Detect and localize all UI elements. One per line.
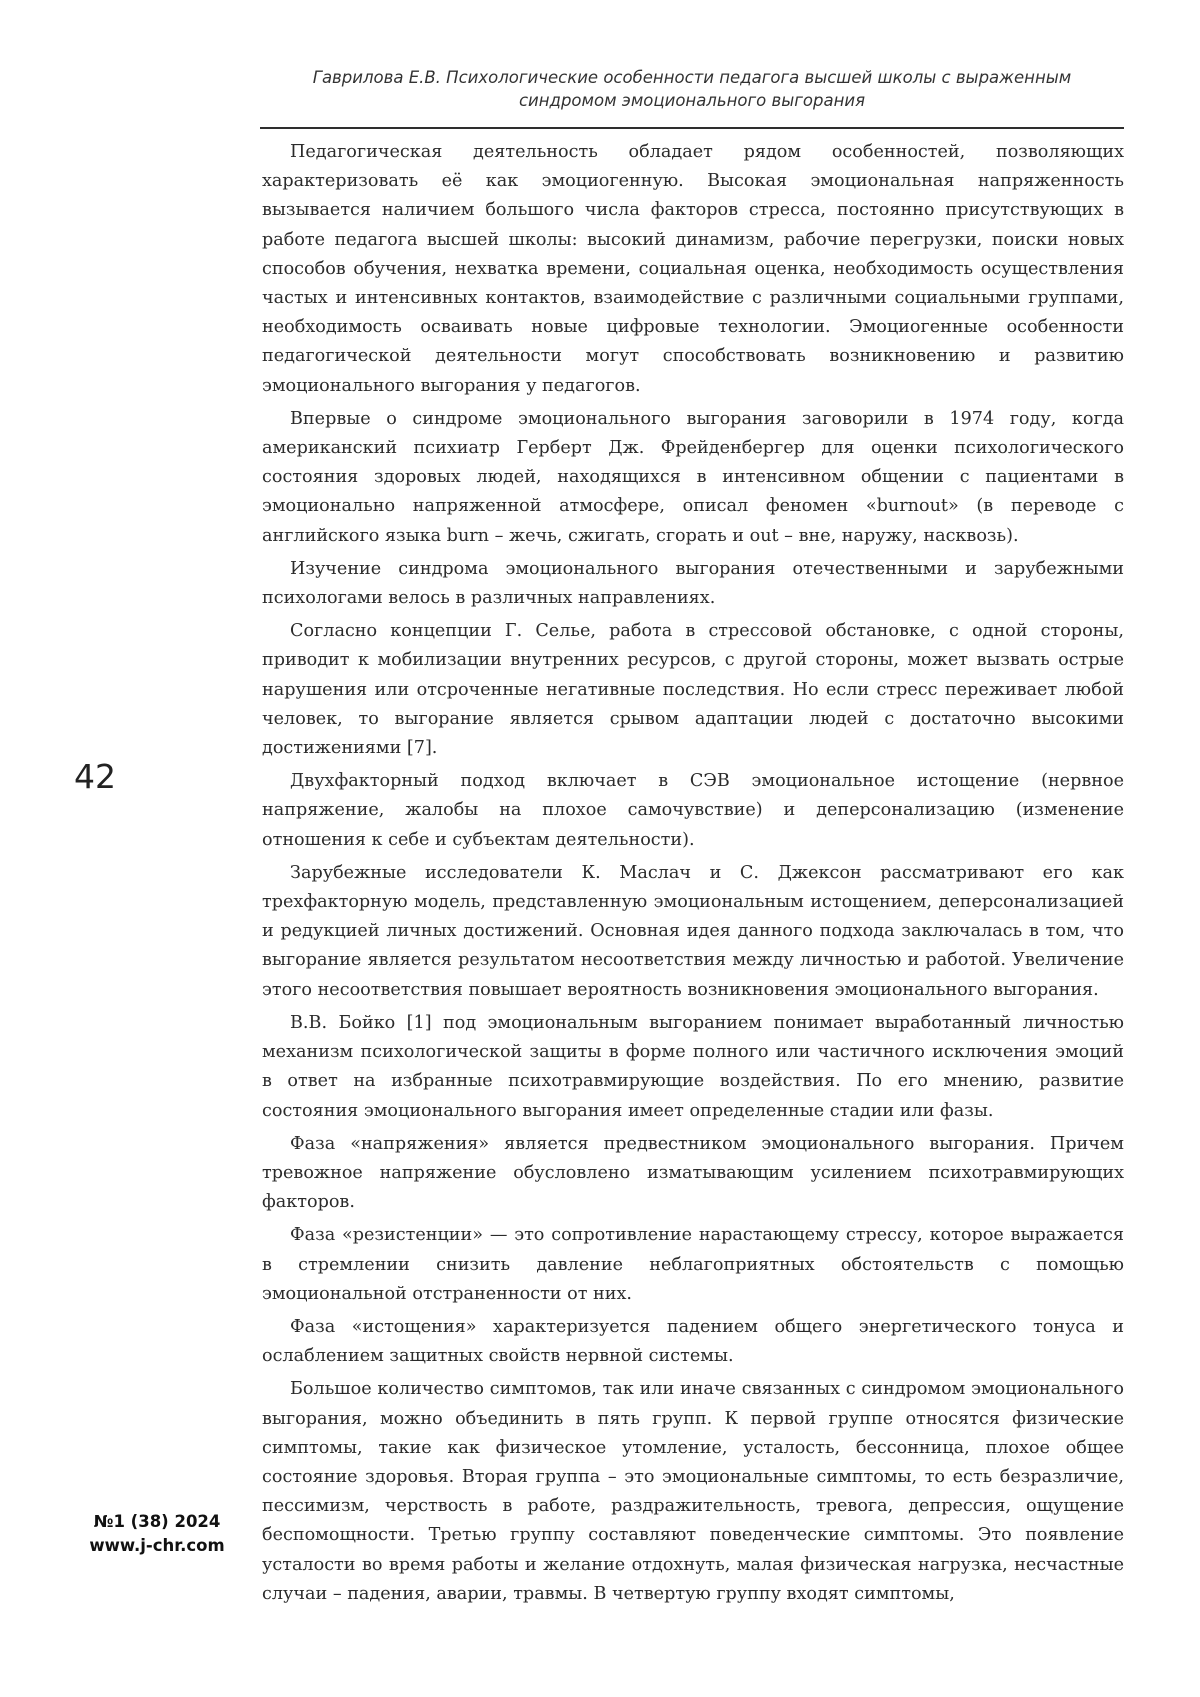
paragraph-11: Большое количество симптомов, так или иначе связанных с синдромом эмоционального выгорания, можно объединить в пять групп. К первой группе относятся физические симптомы, такие как физическое утомление, усталость, бессонница, плохое общее состояние здоровья. Вторая группа – это эмоциональные симптомы, то есть безразличие, пессимизм, черствость в работе, раздражительность, тревога, депрессия, ощущение беспомощности. Третью группу составляют поведенческие симптомы. Это появление усталости во время работы и желание отдохнуть, малая физическая нагрузка, несчастные случаи – падения, аварии, травмы. В четвертую группу входят симптомы, <box>262 1379 1124 1604</box>
paragraph-3: Изучение синдрома эмоционального выгорания отечественными и зарубежными психологами велось в различных направлениях. <box>262 558 1124 609</box>
paragraph-6: Зарубежные исследователи К. Маслач и С. Джексон рассматривают его как трехфакторную модель, представленную эмоциональным истощением, деперсонализацией и редукцией личных достижений. Основная идея данного подхода заключалась в том, что выгорание является результатом несоответствия между личностью и работой. Увеличение этого несоответствия повышает вероятность возникновения эмоционального выгорания. <box>262 862 1124 1000</box>
paragraph-1: Педагогическая деятельность обладает рядом особенностей, позволяющих характеризовать её как эмоциогенную. Высокая эмоциональная напряженность вызывается наличием большого числа факторов стресса, постоянно присутствующих в работе педагога высшей школы: высокий динамизм, рабочие перегрузки, поиски новых способов обучения, нехватка времени, социальная оценка, необходимость осуществления частых и интенсивных контактов, взаимодействие с различными социальными группами, необходимость осваивать новые цифровые технологии. Эмоциогенные особенности педагогической деятельности могут способствовать возникновению и развитию эмоционального выгорания у педагогов. <box>262 142 1124 396</box>
paragraph-10: Фаза «истощения» характеризуется падением общего энергетического тонуса и ослаблением защитных свойств нервной системы. <box>262 1316 1124 1367</box>
article-body <box>262 138 1124 1613</box>
paragraph-5: Двухфакторный подход включает в СЭВ эмоциональное истощение (нервное напряжение, жалобы на плохое самочувствие) и деперсонализацию (изменение отношения к себе и субъектам деятельности). <box>262 771 1124 850</box>
running-head <box>260 66 1124 112</box>
journal-issue-info <box>82 1510 232 1558</box>
running-head-line-1: Гаврилова Е.В. Психологические особенности педагога высшей школы с выраженным <box>312 68 1072 87</box>
journal-website: www.j-chr.com <box>89 1536 225 1555</box>
page-number: 42 <box>74 757 116 796</box>
paragraph-8: Фаза «напряжения» является предвестником эмоционального выгорания. Причем тревожное напряжение обусловлено изматывающим усилением психотравмирующих факторов. <box>262 1133 1124 1213</box>
paragraph-4: Согласно концепции Г. Селье, работа в стрессовой обстановке, с одной стороны, приводит к мобилизации внутренних ресурсов, с другой стороны, может вызвать острые нарушения или отсроченные негативные последствия. Но если стресс переживает любой человек, то выгорание является срывом адаптации людей с достаточно высокими достижениями [7]. <box>262 621 1124 759</box>
paragraph-7: В.В. Бойко [1] под эмоциональным выгоранием понимает выработанный личностью механизм психологической защиты в форме полного или частичного исключения эмоций в ответ на избранные психотравмирующие воздействия. По его мнению, развитие состояния эмоционального выгорания имеет определенные стадии или фазы. <box>262 1012 1124 1121</box>
header-divider <box>260 127 1124 129</box>
running-head-line-2: синдромом эмоционального выгорания <box>518 91 866 110</box>
paragraph-2: Впервые о синдроме эмоционального выгорания заговорили в 1974 году, когда американский психиатр Герберт Дж. Фрейденбергер для оценки психологического состояния здоровых людей, находящихся в интенсивном общении с пациентами в эмоционально напряженной атмосфере, описал феномен «burnout» (в переводе с английского языка burn – жечь, сжигать, сгорать и out – вне, наружу, насквозь). <box>262 408 1124 546</box>
issue-number: №1 (38) 2024 <box>93 1512 221 1531</box>
paragraph-9: Фаза «резистенции» — это сопротивление нарастающему стрессу, которое выражается в стремлении снизить давление неблагоприятных обстоятельств с помощью эмоциональной отстраненности от них. <box>262 1225 1124 1304</box>
